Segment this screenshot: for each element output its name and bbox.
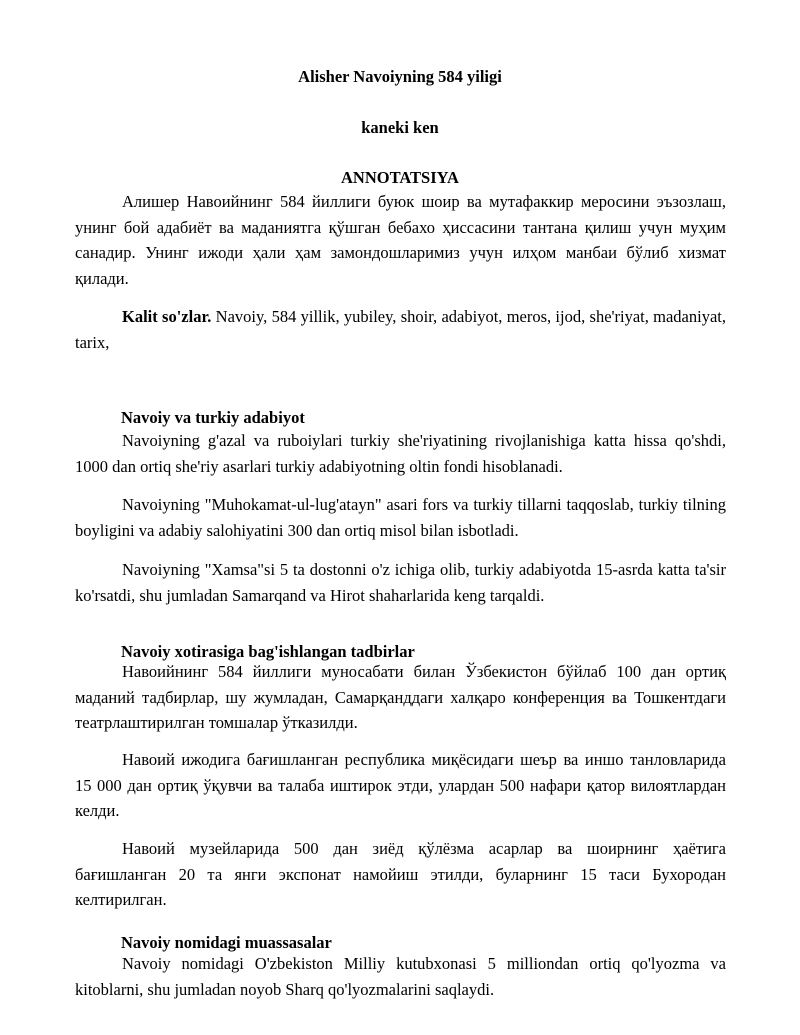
document-author: kaneki ken — [361, 118, 439, 137]
annotation-heading: ANNOTATSIYA — [341, 168, 459, 187]
section-heading: Navoiy nomidagi muassasalar — [121, 933, 332, 952]
section-paragraph: Navoiyning g'azal va ruboiylari turkiy she'riyatining rivojlanishiga katta hissa qo'shdi, 1000 dan ortiq she'riy asarlari turkiy adabiyotning oltin fondi hisoblanadi. — [75, 431, 726, 476]
section-paragraph: Navoiy nomidagi O'zbekiston Milliy kutubxonasi 5 milliondan ortiq qo'lyozma va kitoblarni, shu jumladan noyob Sharq qo'lyozmalarini saqlaydi. — [75, 954, 726, 999]
section-paragraph: Navoiyning "Xamsa"si 5 ta dostonni o'z ichiga olib, turkiy adabiyotda 15-asrda katta ta'sir ko'rsatdi, shu jumladan Samarqand va Hirot shaharlarida keng tarqaldi. — [75, 560, 726, 605]
section-paragraph: Навоий музейларида 500 дан зиёд қўлёзма асарлар ва шоирнинг ҳаётига бағишланган 20 та янги экспонат намойиш этилди, буларнинг 15 таси Бухородан келтирилган. — [75, 839, 726, 909]
keywords-paragraph — [75, 304, 726, 355]
document-title: Alisher Navoiyning 584 yiligi — [298, 67, 502, 86]
section-heading: Navoiy xotirasiga bag'ishlangan tadbirlar — [121, 642, 415, 661]
section-paragraph: Навоийнинг 584 йиллиги муносабати билан Ўзбекистон бўйлаб 100 дан ортиқ маданий тадбирлар, шу жумладан, Самарқанддаги халқаро конференция ва Тошкентдаги театрлаштирилган томшалар ўтказилди. — [75, 662, 726, 732]
keywords-text: Navoiy, 584 yillik, yubiley, shoir, adabiyot, meros, ijod, she'riyat, madaniyat, tarix, — [75, 307, 726, 352]
section-heading: Navoiy va turkiy adabiyot — [121, 408, 305, 427]
annotation-paragraph: Алишер Навоийнинг 584 йиллиги буюк шоир ва мутафаккир меросини эъзозлаш, унинг бой адабиёт ва маданиятга қўшган бебахо ҳиссасини тантана қилиш учун муҳим санадир. Унинг ижоди ҳали ҳам замондошларимиз учун илҳом манбаи бўлиб хизмат қилади. — [75, 192, 726, 288]
keywords-label: Kalit so'zlar. — [122, 307, 212, 326]
section-paragraph: Navoiyning "Muhokamat-ul-lug'atayn" asari fors va turkiy tillarni taqqoslab, turkiy tilning boyligini va adabiy salohiyatini 300 dan ortiq misol bilan isbotladi. — [75, 495, 726, 540]
section-paragraph: Навоий ижодига бағишланган республика миқёсидаги шеър ва иншо танловларида 15 000 дан ортиқ ўқувчи ва талаба иштирок этди, улардан 500 нафари қатор вилоятлардан келди. — [75, 750, 726, 820]
